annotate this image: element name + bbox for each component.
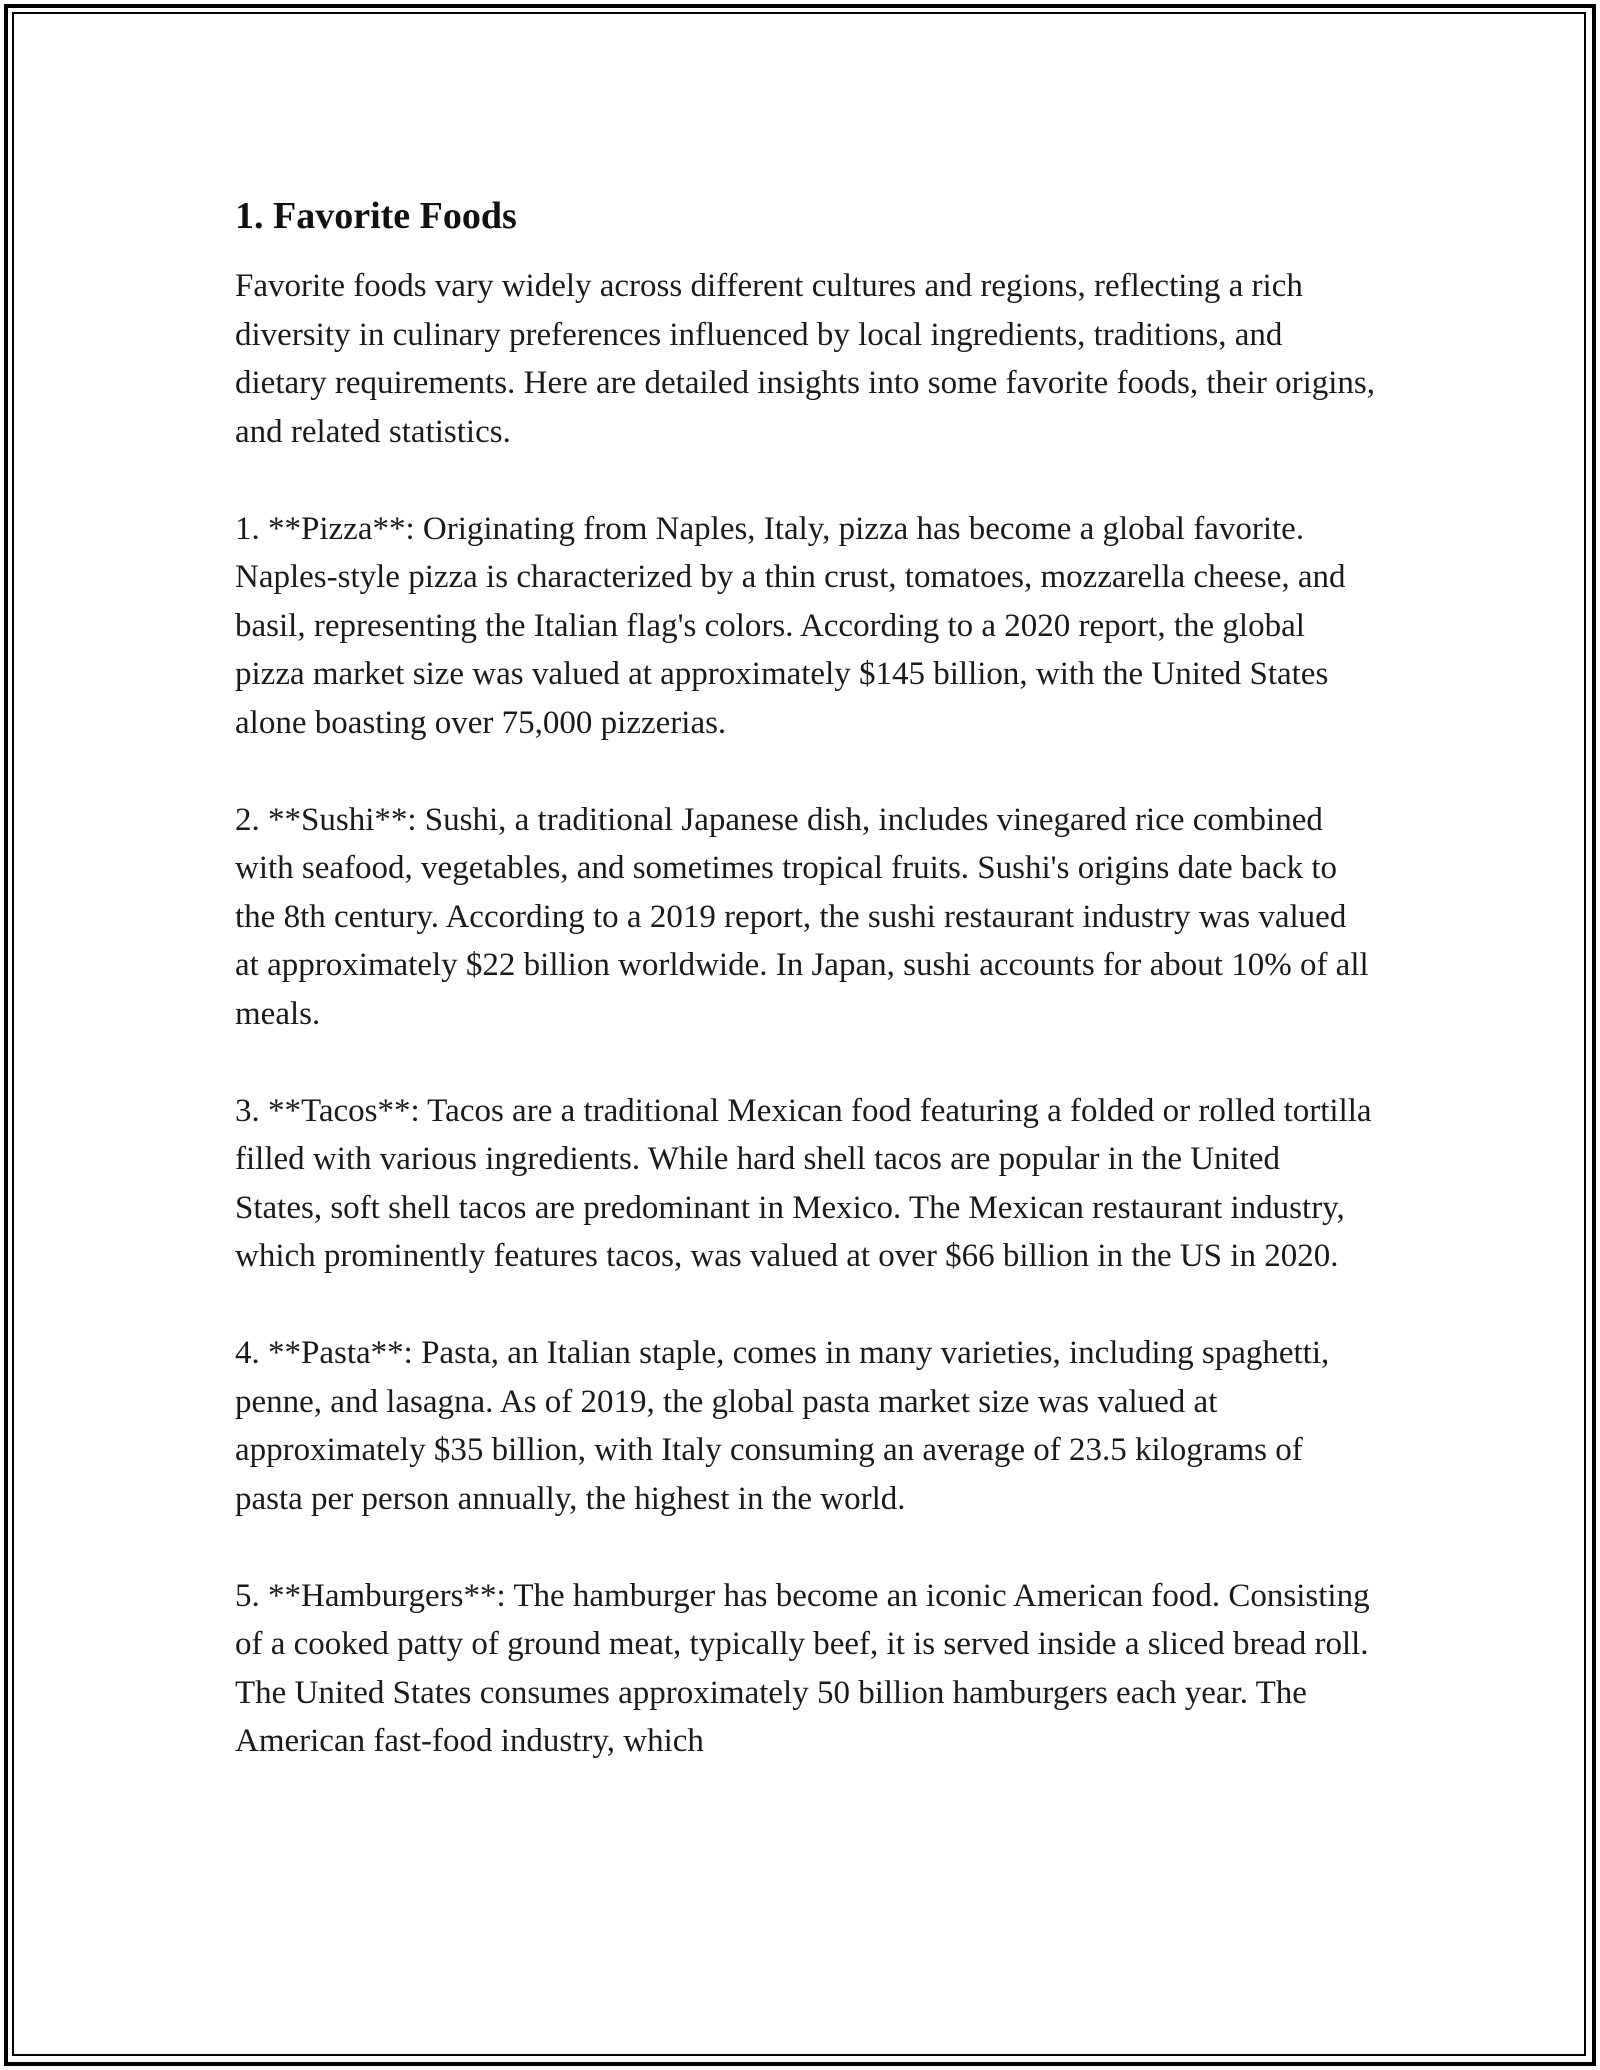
hamburgers-paragraph: 5. **Hamburgers**: The hamburger has become an iconic American food. Consisting of a cooked patty of ground meat, typically beef, it is served inside a sliced bread roll. The United States consumes approximately 50 billion hamburgers each year. The American fast-food industry, which bbox=[235, 1577, 1370, 1759]
tacos-paragraph: 3. **Tacos**: Tacos are a traditional Mexican food featuring a folded or rolled tortilla filled with various ingredients. While hard shell tacos are popular in the United States, soft shell tacos are predominant in Mexico. The Mexican restaurant industry, which prominently features tacos, was valued at over $66 billion in the US in 2020. bbox=[235, 1092, 1372, 1274]
sushi-paragraph: 2. **Sushi**: Sushi, a traditional Japanese dish, includes vinegared rice combined with seafood, vegetables, and sometimes tropical fruits. Sushi's origins date back to the 8th century. According to a 2019 report, the sushi restaurant industry was valued at approximately $22 billion worldwide. In Japan, sushi accounts for about 10% of all meals. bbox=[235, 801, 1369, 1032]
intro-paragraph: Favorite foods vary widely across different cultures and regions, reflecting a rich diversity in culinary preferences influenced by local ingredients, traditions, and dietary requirements. Here are detailed insights into some favorite foods, their origins, and related statistics. bbox=[235, 268, 1375, 450]
pizza-paragraph: 1. **Pizza**: Originating from Naples, Italy, pizza has become a global favorite. Naples-style pizza is characterized by a thin crust, tomatoes, mozzarella cheese, and basil, representing the Italian flag's colors. According to a 2020 report, the global pizza market size was valued at approximately $145 billion, with the United States alone boasting over 75,000 pizzerias. bbox=[235, 510, 1346, 741]
document-body bbox=[235, 180, 1375, 1766]
pasta-paragraph: 4. **Pasta**: Pasta, an Italian staple, comes in many varieties, including spaghetti, penne, and lasagna. As of 2019, the global pasta market size was valued at approximately $35 billion, with Italy consuming an average of 23.5 kilograms of pasta per person annually, the highest in the world. bbox=[235, 1335, 1330, 1517]
section-heading: 1. Favorite Foods bbox=[235, 195, 517, 237]
